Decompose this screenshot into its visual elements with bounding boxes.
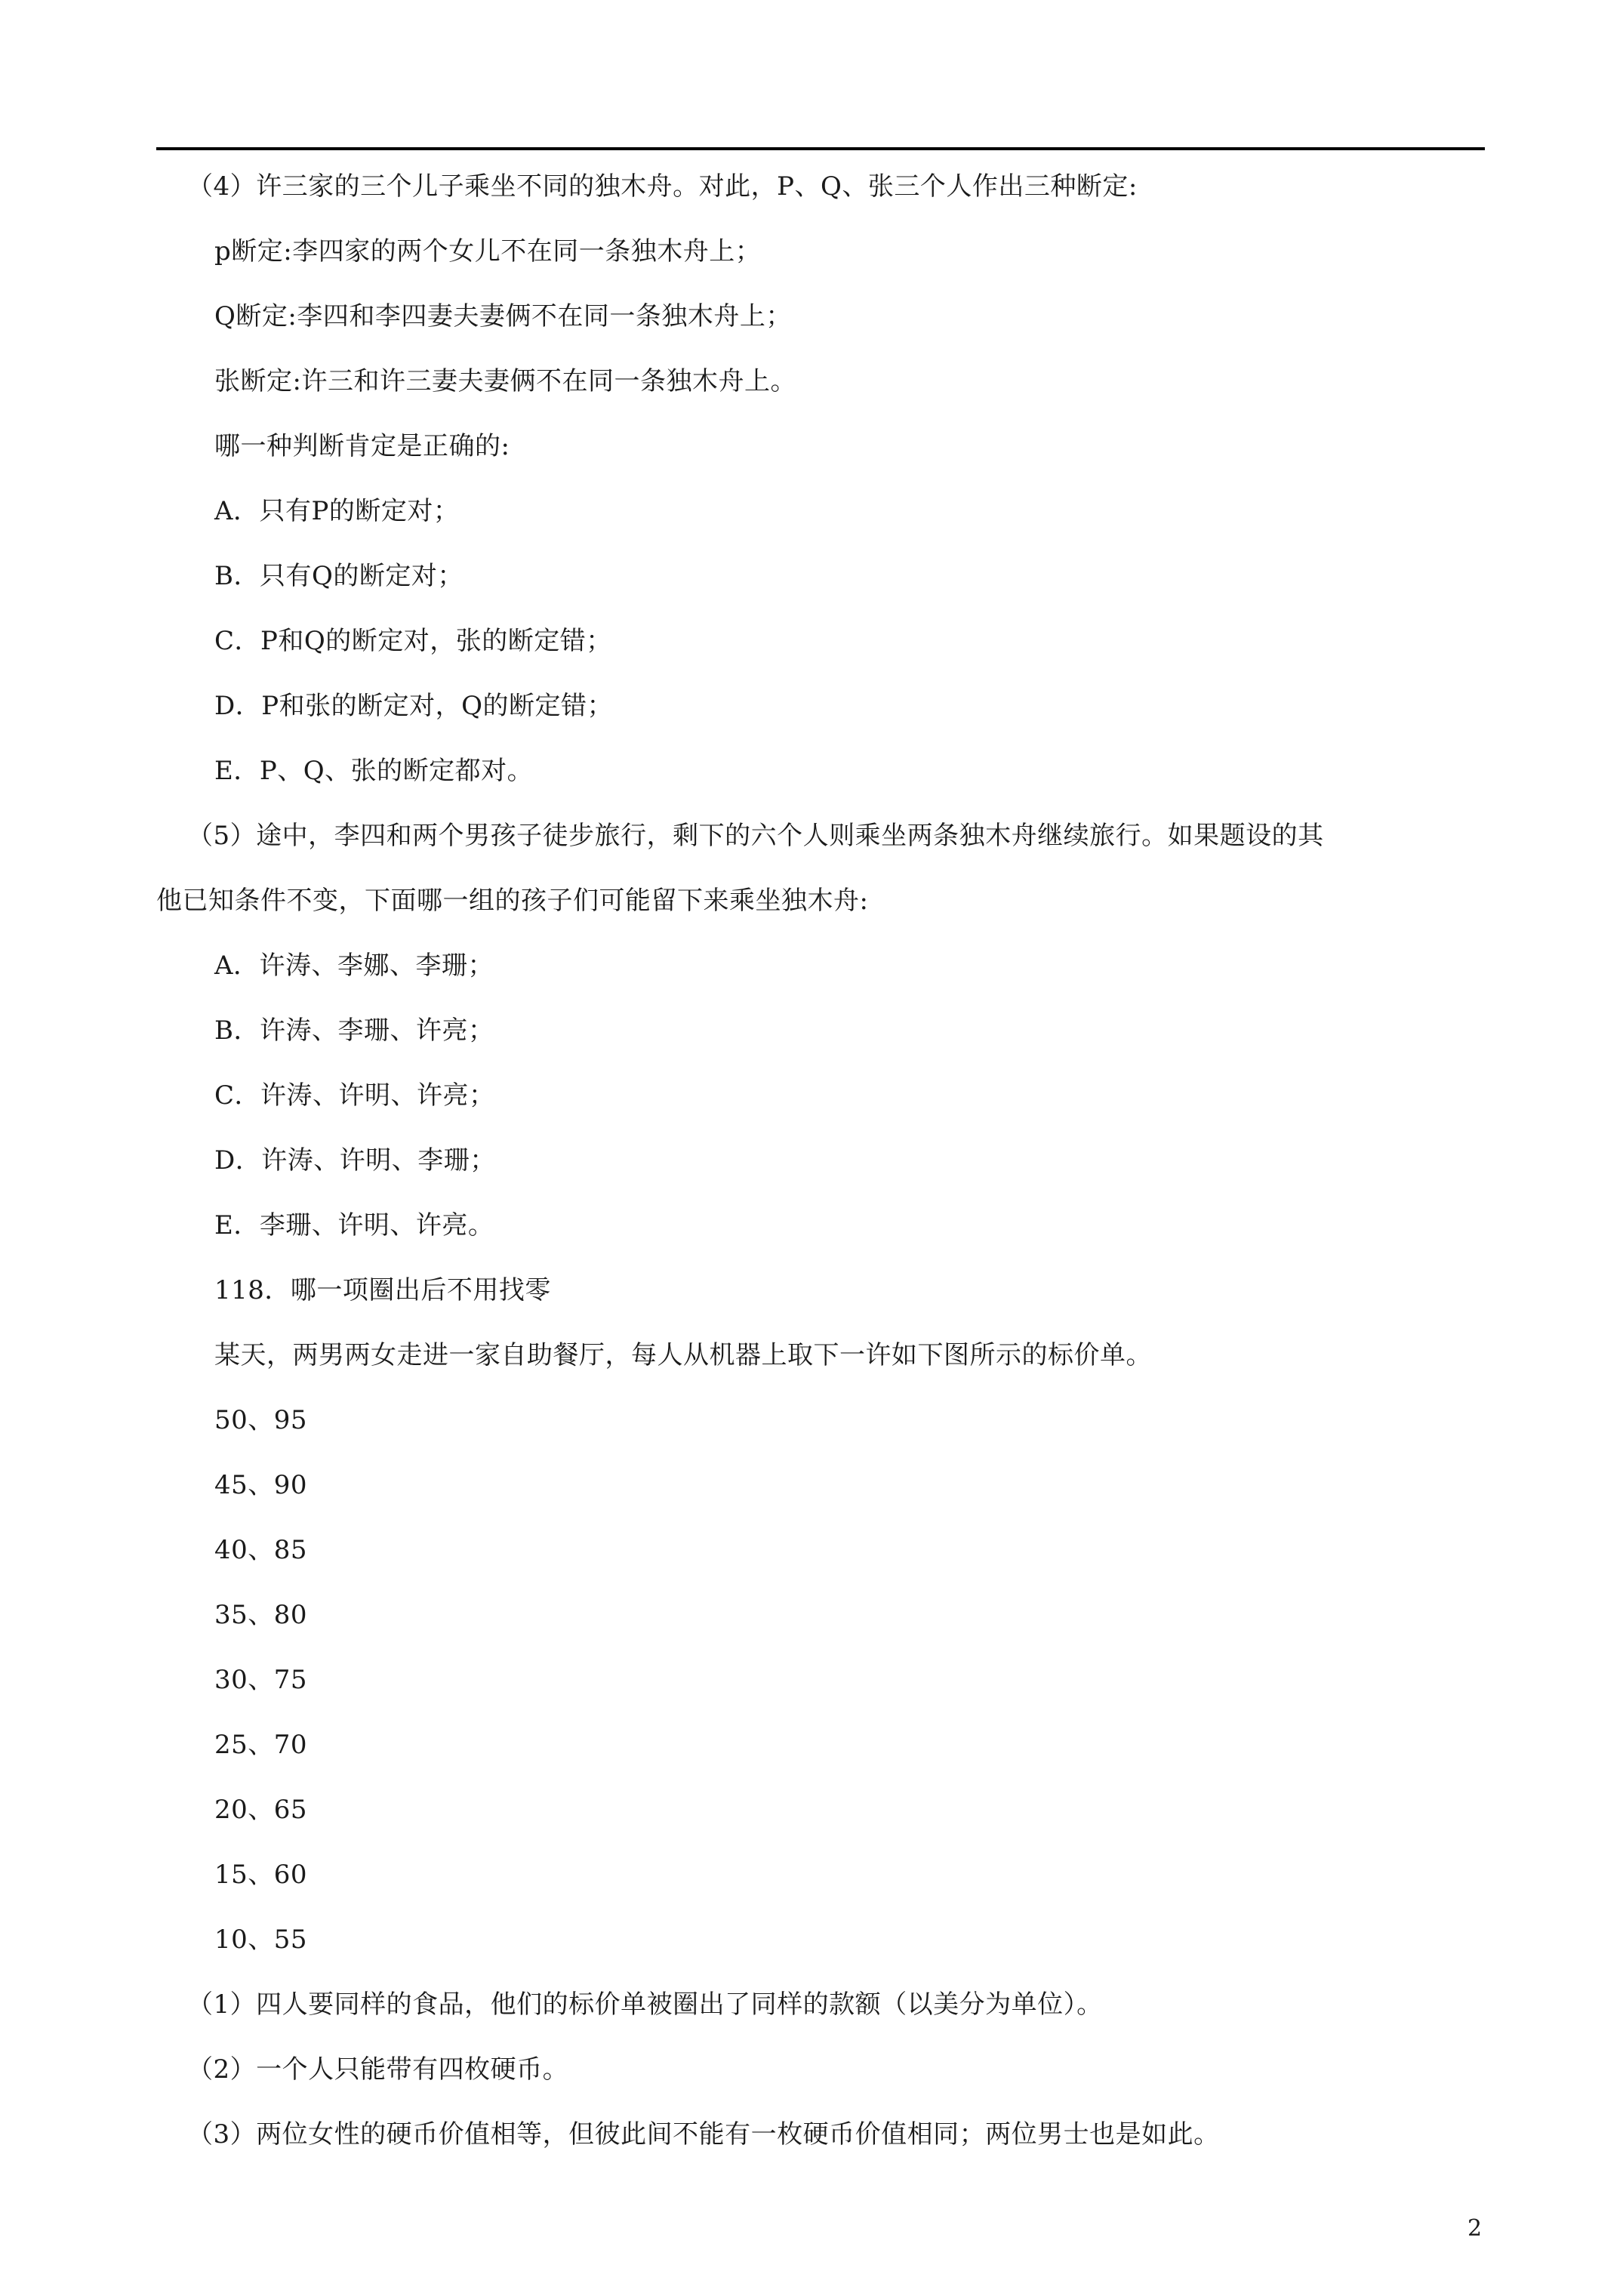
price-row: 15、60 (214, 1860, 308, 1890)
condition-1: （1）四人要同样的食品，他们的标价单被圈出了同样的款额（以美分为单位）。 (187, 1989, 1103, 2020)
q5-option-c: C．许涛、许明、许亮； (214, 1080, 495, 1111)
q5-option-e: E．李珊、许明、许亮。 (214, 1210, 494, 1240)
question-4-prompt: 哪一种判断肯定是正确的: (214, 431, 510, 461)
assertion-zhang: 张断定:许三和许三妻夫妻俩不在同一条独木舟上。 (214, 366, 796, 396)
q4-option-c: C．P和Q的断定对，张的断定错； (214, 626, 612, 656)
price-row: 25、70 (214, 1730, 308, 1760)
price-row: 50、95 (214, 1405, 308, 1435)
problem-118-title: 118．哪一项圈出后不用找零 (214, 1275, 551, 1305)
condition-2: （2）一个人只能带有四枚硬币。 (187, 2054, 569, 2085)
page-number: 2 (1467, 2215, 1483, 2242)
question-5-line-2: 他已知条件不变，下面哪一组的孩子们可能留下来乘坐独木舟: (156, 886, 869, 916)
price-row: 45、90 (214, 1470, 308, 1500)
price-row: 10、55 (214, 1925, 308, 1955)
assertion-q: Q断定:李四和李四妻夫妻俩不在同一条独木舟上； (214, 301, 792, 331)
question-4-intro: （4）许三家的三个儿子乘坐不同的独木舟。对此，P、Q、张三个人作出三种断定: (187, 171, 1138, 202)
price-row: 35、80 (214, 1600, 308, 1630)
price-row: 40、85 (214, 1535, 308, 1565)
q5-option-b: B．许涛、李珊、许亮； (214, 1015, 494, 1046)
q4-option-a: A．只有P的断定对； (214, 496, 460, 526)
header-rule (156, 147, 1485, 150)
problem-118-intro: 某天，两男两女走进一家自助餐厅，每人从机器上取下一许如下图所示的标价单。 (214, 1340, 1152, 1370)
question-5-line-1: （5）途中，李四和两个男孩子徒步旅行，剩下的六个人则乘坐两条独木舟继续旅行。如果题设的其 (187, 821, 1324, 851)
q4-option-d: D．P和张的断定对，Q的断定错； (214, 691, 614, 721)
q5-option-d: D．许涛、许明、李珊； (214, 1145, 496, 1176)
assertion-p: p断定:李四家的两个女儿不在同一条独木舟上； (214, 236, 762, 267)
condition-3: （3）两位女性的硬币价值相等，但彼此间不能有一枚硬币价值相同；两位男士也是如此。 (187, 2119, 1220, 2150)
price-row: 30、75 (214, 1665, 308, 1695)
q5-option-a: A．许涛、李娜、李珊； (214, 951, 494, 981)
q4-option-e: E．P、Q、张的断定都对。 (214, 756, 534, 786)
q4-option-b: B．只有Q的断定对； (214, 561, 463, 591)
price-row: 20、65 (214, 1795, 308, 1825)
